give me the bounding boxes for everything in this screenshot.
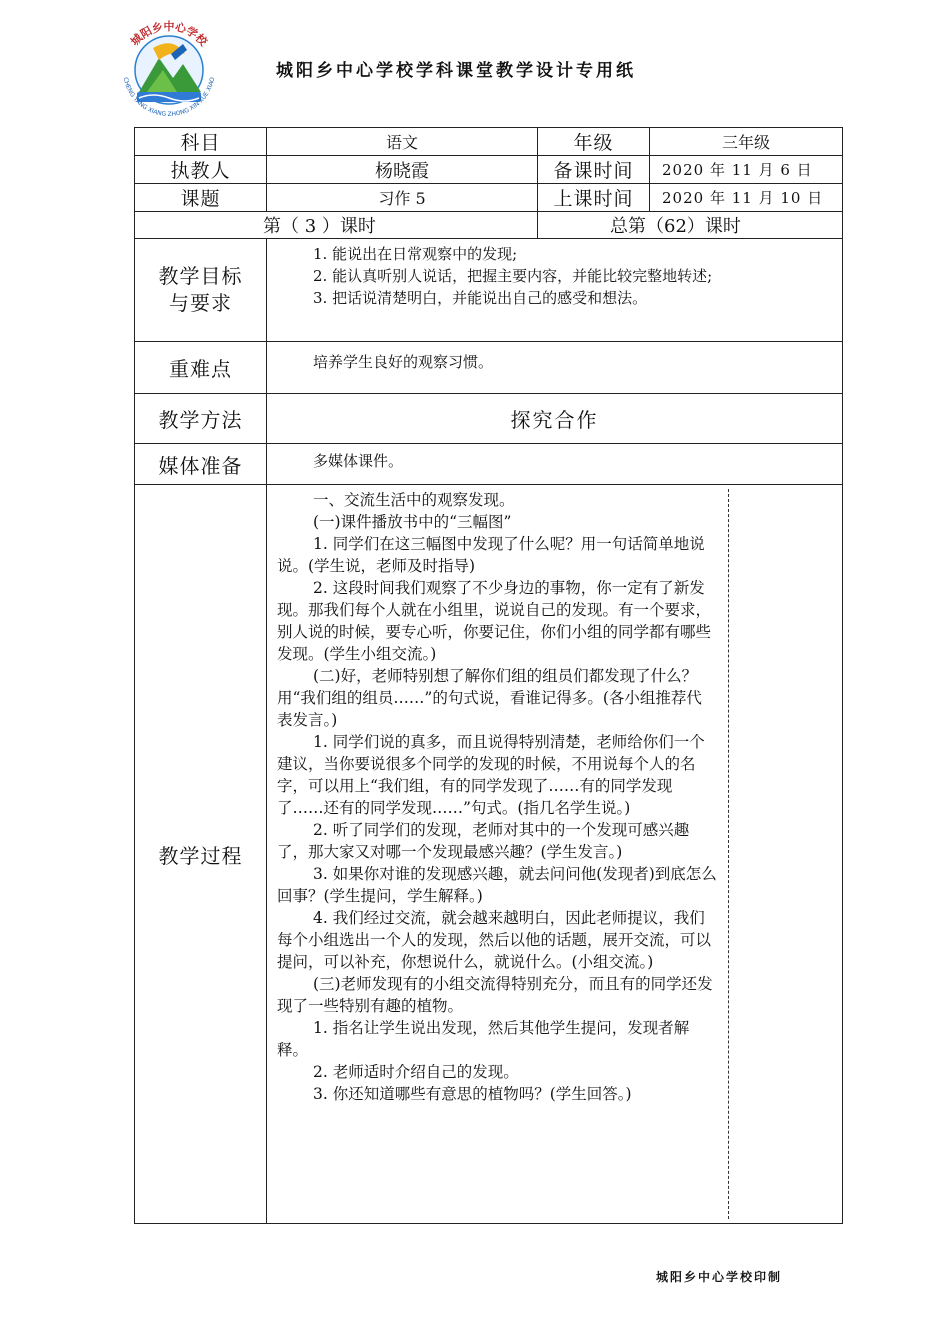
process-text: [277, 489, 717, 1105]
process-paragraph: (一)课件播放书中的“三幅图”: [313, 513, 512, 531]
goals-content: [267, 239, 843, 342]
method-label: 教学方法: [135, 394, 267, 444]
class-time-value: 2020 年 11 月 10 日: [650, 184, 843, 212]
process-paragraph: 1. 指名让学生说出发现，然后其他学生提问，发现者解释。: [277, 1019, 690, 1059]
process-paragraph: (二)好，老师特别想了解你们组的组员们都发现了什么？用“我们组的组员……”的句式说，看谁记得多。(各小组推荐代表发言。): [277, 667, 702, 729]
class-time-label: 上课时间: [538, 184, 650, 212]
subject-label: 科目: [135, 128, 267, 156]
prep-time-label: 备课时间: [538, 156, 650, 184]
school-logo: [113, 14, 225, 126]
process-paragraph: 1. 同学们在这三幅图中发现了什么呢？用一句话简单地说说。(学生说，老师及时指导): [277, 535, 705, 575]
school-title: 城阳乡中心学校学科课堂教学设计专用纸: [276, 61, 636, 81]
period-number: 第（ 3 ）课时: [135, 212, 538, 239]
total-period-number: 总第（62）课时: [538, 212, 843, 239]
media-value: 多媒体课件。: [267, 444, 843, 485]
difficulty-value: 培养学生良好的观察习惯。: [267, 342, 843, 394]
logo-ring-text: CHENG YANG XIANG ZHONG XIN XUE XIAO: [121, 76, 217, 119]
goal-item: 2. 能认真听别人说话，把握主要内容，并能比较完整地转述;: [313, 267, 713, 285]
process-paragraph: 2. 这段时间我们观察了不少身边的事物，你一定有了新发现。那我们每个人就在小组里，说说自己的发现。有一个要求，别人说的时候，要专心听，你要记住，你们小组的同学都有哪些发现。(学生小组交流。): [277, 579, 712, 663]
process-paragraph: 一、交流生活中的观察发现。: [313, 491, 515, 509]
grade-label: 年级: [538, 128, 650, 156]
process-label: 教学过程: [135, 485, 267, 1224]
goal-item: 1. 能说出在日常观察中的发现;: [313, 245, 518, 263]
media-label: 媒体准备: [135, 444, 267, 485]
margin-dashed-line: [728, 489, 729, 1219]
footer-print-note: 城阳乡中心学校印制: [656, 1270, 783, 1284]
prep-time-value: 2020 年 11 月 6 日: [650, 156, 843, 184]
teacher-value: 杨晓霞: [267, 156, 538, 184]
topic-label: 课题: [135, 184, 267, 212]
lesson-plan-table: [134, 127, 843, 1224]
process-paragraph: (三)老师发现有的小组交流得特别充分，而且有的同学还发现了一些特别有趣的植物。: [277, 975, 713, 1015]
process-paragraph: 2. 听了同学们的发现，老师对其中的一个发现可感兴趣了，那大家又对哪一个发现最感兴趣？(学生发言。): [277, 821, 690, 861]
process-paragraph: 2. 老师适时介绍自己的发现。: [313, 1063, 519, 1081]
logo-arc-text: 城阳乡中心学校: [128, 20, 210, 49]
method-value: 探究合作: [267, 394, 843, 444]
topic-value: 习作 5: [267, 184, 538, 212]
grade-value: 三年级: [650, 128, 843, 156]
process-paragraph: 4. 我们经过交流，就会越来越明白，因此老师提议，我们每个小组选出一个人的发现，然后以他的话题，展开交流，可以提问，可以补充，你想说什么，就说什么。(小组交流。): [277, 909, 712, 971]
subject-value: 语文: [267, 128, 538, 156]
process-content: [267, 485, 843, 1224]
teacher-label: 执教人: [135, 156, 267, 184]
process-paragraph: 3. 你还知道哪些有意思的植物吗？(学生回答。): [313, 1085, 632, 1103]
process-paragraph: 3. 如果你对谁的发现感兴趣，就去问问他(发现者)到底怎么回事？(学生提问，学生解释。): [277, 865, 717, 905]
difficulty-label: 重难点: [135, 342, 267, 394]
goal-item: 3. 把话说清楚明白，并能说出自己的感受和想法。: [313, 289, 648, 307]
process-paragraph: 1. 同学们说的真多，而且说得特别清楚，老师给你们一个建议，当你要说很多个同学的发现的时候，不用说每个人的名字，可以用上“我们组，有的同学发现了……有的同学发现了……还有的同学发现……”句式。(指几名学生说。): [277, 733, 705, 817]
goals-label: 教学目标与要求: [135, 239, 267, 342]
